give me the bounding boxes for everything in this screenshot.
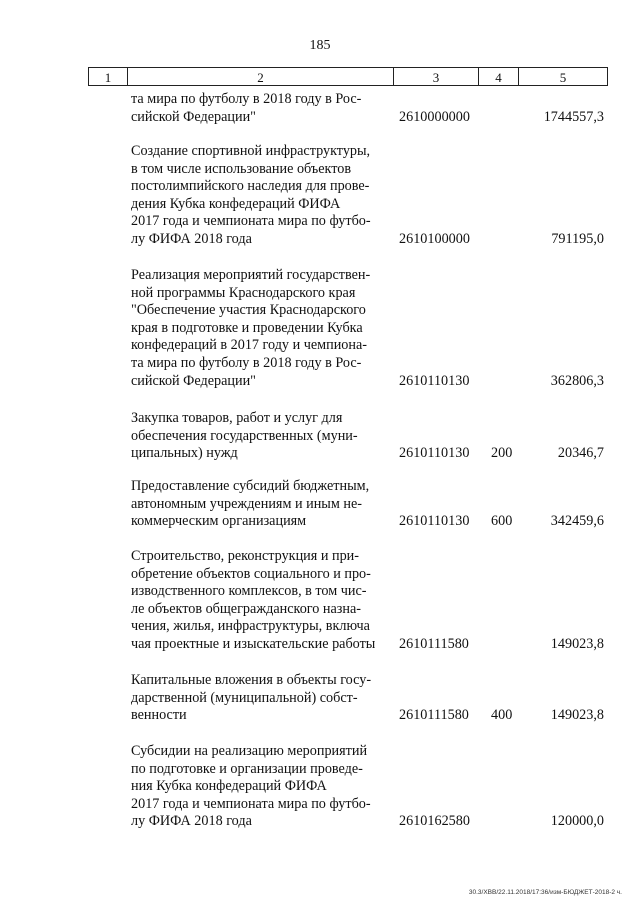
description-line: Создание спортивной инфраструктуры, (131, 143, 371, 159)
description-line: Закупка товаров, работ и услуг для (131, 410, 343, 426)
amount: 791195,0 (551, 231, 604, 247)
amount: 342459,6 (550, 513, 604, 530)
target-code: 2610100000 (399, 231, 470, 247)
amount: 1744557,3 (543, 108, 604, 125)
row-description (131, 267, 392, 390)
description-line: Капитальные вложения в объекты госу- (131, 672, 372, 688)
target-code: 2610111580 (399, 707, 469, 724)
description-line: чая проектные и изыскательские работы (131, 635, 376, 652)
header-col-2: 2 (128, 68, 394, 85)
description-line: Предоставление субсидий бюджетным, (131, 478, 370, 494)
description-line: 2017 года и чемпионата мира по футбо- (131, 795, 371, 812)
expense-type: 400 (491, 707, 513, 724)
row-description (131, 743, 392, 831)
description-line: сийской Федерации" (131, 108, 256, 125)
description-line: постолимпийского наследия для прове- (131, 178, 370, 195)
description-line: та мира по футболу в 2018 году в Рос- (131, 354, 362, 371)
target-code: 2610111580 (399, 636, 469, 652)
amount: 20346,7 (557, 445, 604, 462)
description-line: Субсидии на реализацию мероприятий (131, 743, 368, 759)
target-code: 2610110130 (399, 372, 470, 389)
description-line: по подготовке и организации проведе- (131, 760, 363, 777)
description-line: автономным учреждениям и иным не- (131, 495, 362, 512)
header-col-5: 5 (559, 70, 567, 85)
amount: 149023,8 (550, 707, 604, 724)
header-col-3: 3 (394, 68, 479, 85)
description-line: обеспечения государственных (муни- (131, 427, 358, 444)
page-number: 185 (309, 38, 331, 53)
document-footer: 30.3/ХВВ/22.11.2018/17:36/изм-БЮДЖЕТ-2018-2 ч. (468, 889, 622, 896)
row-description (131, 548, 392, 654)
target-code: 2610110130 (399, 445, 470, 462)
header-col-4: 4 (479, 68, 519, 85)
target-code: 2610110130 (399, 513, 470, 530)
target-code: 2610162580 (399, 813, 470, 830)
description-line: изводственного комплексов, в том чис- (131, 583, 367, 600)
header-col-1: 1 (89, 68, 128, 85)
description-line: Строительство, реконструкция и при- (131, 548, 359, 564)
description-line: ципальных) нужд (131, 445, 238, 462)
description-line: дения Кубка конфедераций ФИФА (131, 195, 341, 212)
description-line: лу ФИФА 2018 года (131, 813, 252, 830)
description-line: края в подготовке и проведении Кубка (131, 319, 363, 336)
description-line: венности (131, 707, 187, 724)
description-line: Реализация мероприятий государствен- (131, 267, 371, 283)
description-line: чения, жилья, инфраструктуры, включа (131, 618, 370, 635)
description-line: та мира по футболу в 2018 году в Рос- (131, 91, 362, 107)
description-line: коммерческим организациям (131, 513, 307, 530)
row-description (131, 410, 392, 463)
description-line: в том числе использование объектов (131, 160, 352, 177)
row-description (131, 478, 392, 531)
description-line: ной программы Краснодарского края (131, 284, 356, 301)
description-line: ле объектов общегражданского назна- (131, 600, 362, 617)
description-line: сийской Федерации" (131, 372, 256, 389)
description-line: 2017 года и чемпионата мира по футбо- (131, 213, 371, 230)
expense-type: 600 (491, 513, 513, 530)
row-description (131, 91, 392, 126)
table-header (88, 67, 608, 86)
amount: 149023,8 (550, 636, 604, 652)
description-line: конфедераций в 2017 году и чемпиона- (131, 337, 368, 354)
description-line: лу ФИФА 2018 года (131, 230, 252, 247)
description-line: ния Кубка конфедераций ФИФА (131, 778, 327, 795)
amount: 120000,0 (550, 813, 604, 830)
description-line: дарственной (муниципальной) собст- (131, 689, 358, 706)
row-description (131, 672, 392, 725)
description-line: "Обеспечение участия Краснодарского (131, 302, 366, 319)
row-description (131, 143, 392, 249)
amount: 362806,3 (550, 372, 604, 389)
target-code: 2610000000 (399, 108, 470, 125)
description-line: обретение объектов социального и про- (131, 565, 371, 582)
expense-type: 200 (491, 445, 513, 462)
